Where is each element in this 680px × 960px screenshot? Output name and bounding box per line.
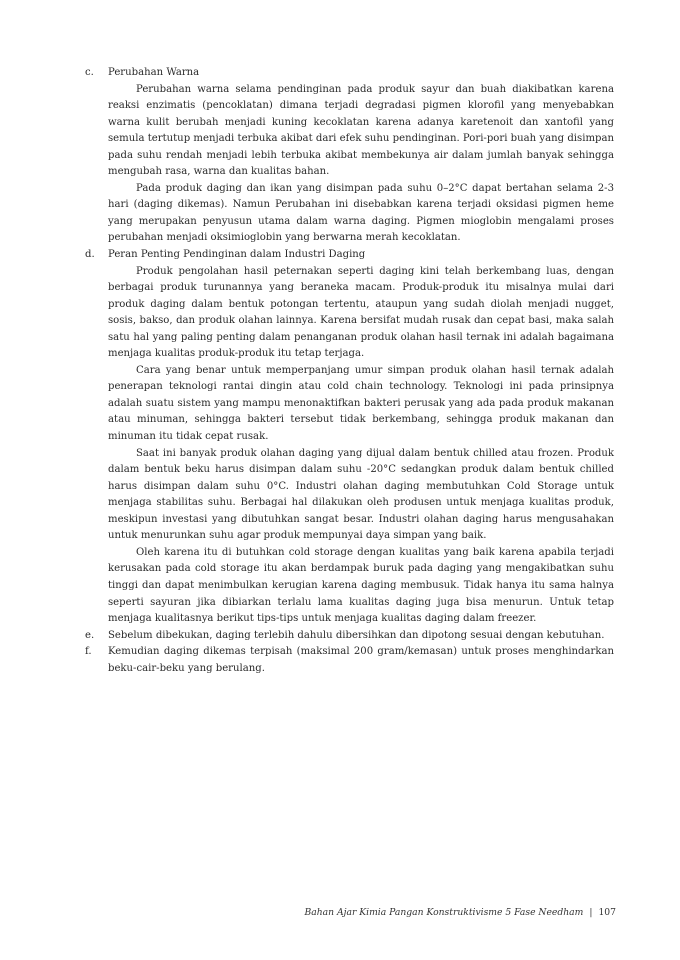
section-title: Peran Penting Pendinginan dalam Industri Daging: [108, 249, 366, 261]
page-footer: [305, 907, 616, 918]
paragraph: Saat ini banyak produk olahan daging yang dijual dalam bentuk chilled atau frozen. Produk dalam bentuk beku harus disimpan dalam suhu -20°C sedangkan produk dalam bentuk chilled harus disimpan dalam suhu 0°C. Industri olahan daging membutuhkan Cold Storage untuk menjaga stabilitas suhu. Berbagai hal dilakukan oleh produsen untuk menjaga kualitas produk, meskipun investasi yang dibutuhkan sangat besar. Industri olahan daging harus mengusahakan untuk menurunkan suhu agar produk mempunyai daya simpan yang baik.: [108, 447, 614, 542]
section-e: [85, 628, 614, 645]
paragraph: Oleh karena itu di butuhkan cold storage dengan kualitas yang baik karena apabila terjadi kerusakan pada cold storage itu akan berdampak buruk pada daging yang mengakibatkan suhu tinggi dan dapat menimbulkan kerugian karena daging membusuk. Tidak hanya itu sama halnya seperti sayuran jika dibiarkan terlalu lama kualitas daging juga bisa menurun. Untuk tetap menjaga kualitasnya berikut tips-tips untuk menjaga kualitas daging dalam freezer.: [108, 546, 614, 625]
footer-separator: |: [589, 907, 593, 918]
page-number: 107: [598, 907, 616, 918]
list-letter: d.: [85, 249, 95, 261]
section-c: [85, 65, 614, 247]
list-letter: f.: [85, 646, 92, 658]
list-letter: e.: [85, 629, 95, 641]
page-body: [85, 65, 614, 677]
paragraph: Cara yang benar untuk memperpanjang umur simpan produk olahan hasil ternak adalah penerapan teknologi rantai dingin atau cold chain technology. Teknologi ini pada prinsipnya adalah suatu sistem yang mampu menonaktifkan bakteri perusak yang ada pada produk makanan atau minuman, sehingga bakteri tersebut tidak berkembang, sehingga produk makanan dan minuman itu tidak cepat rusak.: [108, 364, 614, 443]
list-item-text: Sebelum dibekukan, daging terlebih dahulu dibersihkan dan dipotong sesuai dengan kebutuhan.: [108, 629, 605, 641]
book-title: Bahan Ajar Kimia Pangan Konstruktivisme 5 Fase Needham: [304, 907, 584, 918]
list-letter: c.: [85, 67, 94, 78]
section-d: [85, 247, 614, 628]
paragraph: Perubahan warna selama pendinginan pada produk sayur dan buah diakibatkan karena reaksi enzimatis (pencoklatan) dimana terjadi degradasi pigmen klorofil yang menyebabkan warna kulit berubah menjadi kuning kecoklatan karena adanya karetenoit dan xantofil yang semula tertutup menjadi terbuka akibat dari efek suhu pendinginan. Pori-pori buah yang disimpan pada suhu rendah menjadi lebih terbuka akibat membekunya air dalam jumlah banyak sehingga mengubah rasa, warna dan kualitas bahan.: [108, 83, 614, 178]
paragraph: Produk pengolahan hasil peternakan seperti daging kini telah berkembang luas, dengan berbagai produk turunannya yang beraneka macam. Produk-produk itu misalnya mulai dari produk daging dalam bentuk potongan tertentu, ataupun yang sudah diolah menjadi nugget, sosis, bakso, dan produk olahan lainnya. Karena bersifat mudah rusak dan cepat basi, maka salah satu hal yang paling penting dalam penanganan produk olahan hasil ternak ini adalah bagaimana menjaga kualitas produk-produk itu tetap terjaga.: [108, 265, 614, 360]
paragraph: Pada produk daging dan ikan yang disimpan pada suhu 0–2°C dapat bertahan selama 2-3 hari (daging dikemas). Namun Perubahan ini disebabkan karena terjadi oksidasi pigmen heme yang merupakan penyusun utama dalam warna daging. Pigmen mioglobin mengalami proses perubahan menjadi oksimioglobin yang berwarna merah kecoklatan.: [108, 182, 614, 244]
list-item-text: Kemudian daging dikemas terpisah (maksimal 200 gram/kemasan) untuk proses menghindarkan beku-cair-beku yang berulang.: [108, 646, 614, 674]
section-title: Perubahan Warna: [108, 67, 200, 78]
section-f: [85, 644, 614, 677]
